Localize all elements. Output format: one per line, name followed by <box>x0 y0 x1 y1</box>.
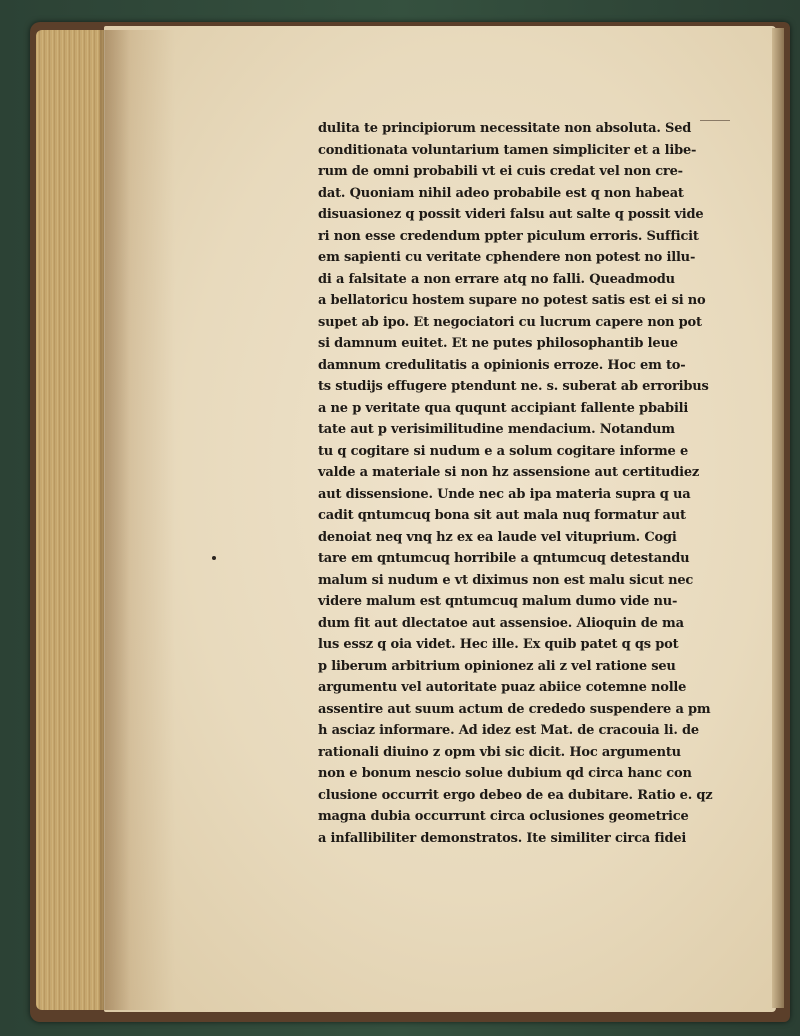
text-line: rationali diuino z opm vbi sic dicit. Hoc argumentu <box>318 744 681 760</box>
text-line: aut dissensione. Unde nec ab ipa materia supra q ua <box>318 486 691 502</box>
text-line: a infallibiliter demonstratos. Ite similiter circa fidei <box>318 830 687 846</box>
text-line: tu q cogitare si nudum e a solum cogitare informe e <box>318 443 689 459</box>
text-line: rum de omni probabili vt ei cuis credat vel non cre- <box>318 164 683 179</box>
text-line: a bellatoricu hostem supare no potest satis est ei si no <box>318 293 706 308</box>
text-line: em sapienti cu veritate cphendere non potest no illu- <box>318 250 696 265</box>
text-line: a ne p veritate qua ququnt accipiant fallente pbabili <box>318 400 689 416</box>
text-line: supet ab ipo. Et negociatori cu lucrum capere non pot <box>318 314 702 330</box>
text-line: clusione occurrit ergo debeo de ea dubitare. Ratio e. qz <box>318 787 713 803</box>
text-line: valde a materiale si non hz assensione aut certitudiez <box>318 465 700 480</box>
text-line: conditionata voluntarium tamen simpliciter et a libe- <box>318 142 697 158</box>
text-line: dulita te principiorum necessitate non absoluta. Sed <box>318 121 692 136</box>
text-line: dat. Quoniam nihil adeo probabile est q non habeat <box>318 185 684 201</box>
text-line: videre malum est qntumcuq malum dumo vide nu- <box>318 594 678 609</box>
text-line: ts studijs effugere ptendunt ne. s. suberat ab erroribus <box>318 379 709 394</box>
text-block <box>318 118 746 849</box>
text-line: non e bonum nescio solue dubium qd circa hanc con <box>318 766 692 781</box>
text-line: cadit qntumcuq bona sit aut mala nuq formatur aut <box>318 508 686 523</box>
text-line: si damnum euitet. Et ne putes philosophantib leue <box>318 336 678 351</box>
text-line: malum si nudum e vt diximus non est malu sicut nec <box>318 572 694 588</box>
text-line: damnum credulitatis a opinionis erroze. Hoc em to- <box>318 357 686 373</box>
text-line: tate aut p verisimilitudine mendacium. Notandum <box>318 422 675 437</box>
text-line: denoiat neq vnq hz ex ea laude vel vituprium. Cogi <box>318 529 677 545</box>
ink-dot <box>212 556 216 560</box>
right-page-edge <box>772 28 784 1008</box>
text-line: tare em qntumcuq horribile a qntumcuq detestandu <box>318 551 690 566</box>
text-line: magna dubia occurrunt circa oclusiones geometrice <box>318 809 689 824</box>
text-line: assentire aut suum actum de crededo suspendere a pm <box>318 701 711 717</box>
text-line: argumentu vel autoritate puaz abiice cotemne nolle <box>318 680 687 695</box>
text-line: h asciaz informare. Ad idez est Mat. de cracouia li. de <box>318 723 699 738</box>
text-line: lus essz q oia videt. Hec ille. Ex quib patet q qs pot <box>318 637 679 652</box>
page-stain <box>105 30 175 1010</box>
text-line: disuasionez q possit videri falsu aut salte q possit vide <box>318 207 704 222</box>
text-line: dum fit aut dlectatoe aut assensioe. Alioquin de ma <box>318 615 684 631</box>
text-line: di a falsitate a non errare atq no falli. Queadmodu <box>318 271 675 287</box>
text-line: p liberum arbitrium opinionez ali z vel ratione seu <box>318 658 676 674</box>
text-line: ri non esse credendum ppter piculum erroris. Sufficit <box>318 228 699 244</box>
